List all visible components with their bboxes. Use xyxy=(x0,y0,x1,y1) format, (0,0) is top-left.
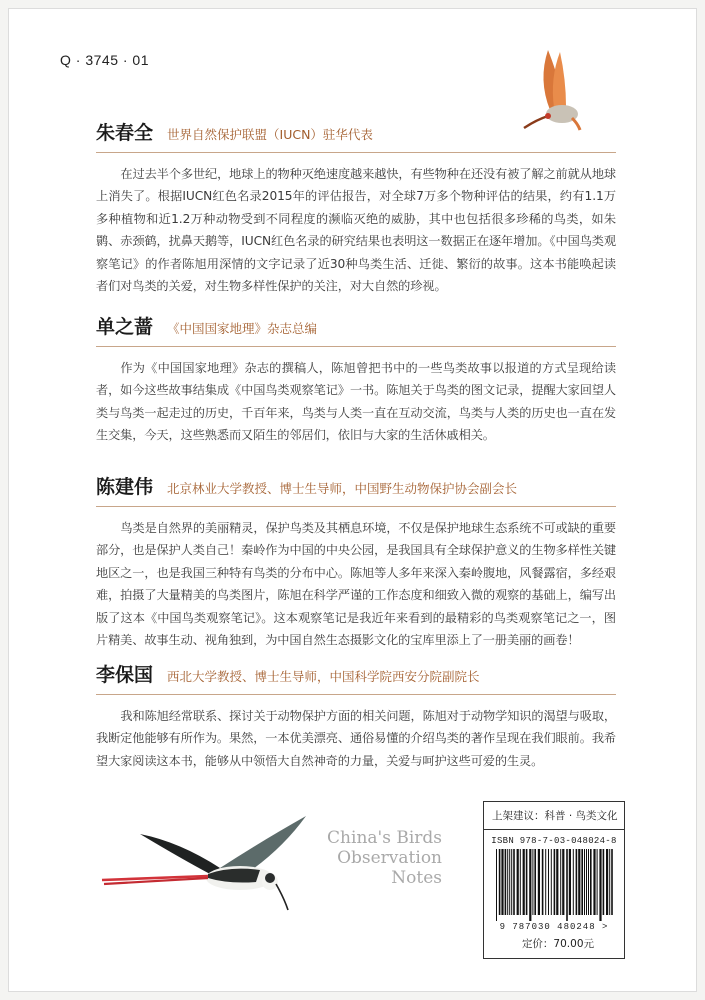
barcode-bar xyxy=(556,849,558,915)
endorser-role: 西北大学教授、博士生导师，中国科学院西安分院副院长 xyxy=(167,669,480,684)
barcode-bar xyxy=(560,849,561,915)
barcode-bar xyxy=(545,849,546,915)
barcode-bar xyxy=(578,849,580,915)
isbn-number: ISBN 978-7-03-048024-8 xyxy=(491,836,617,846)
barcode-bar xyxy=(603,849,605,915)
barcode-bar xyxy=(534,849,536,915)
barcode-bar xyxy=(542,849,544,915)
barcode-bar xyxy=(573,849,574,915)
barcode-bar xyxy=(554,849,556,915)
barcode-bar xyxy=(526,849,528,915)
endorsement-text: 在过去半个多世纪，地球上的物种灭绝速度越来越快，有些物种在还没有被了解之前就从地球上消失了。根据IUCN红色名录2015年的评估报告，对全球7万多个物种评估的结果，约有1.1万多种植物和近1.2万种动物受到不同程度的濒临灭绝的威胁，其中也包括很多珍稀的鸟类，如朱鹮、赤颈鹤，扰鼻天鹅等，IUCN红色名录的研究结果也表明这一数据正在逐年增加。《中国鸟类观察笔记》的作者陈旭用深情的文字记录了近30种鸟类生活、迁徙、繁衍的故事。这本书能唤起读者们对鸟类的关爱，对生物多样性保护的关注，对大自然的珍视。 xyxy=(96,167,616,294)
barcode-bar xyxy=(523,849,525,915)
barcode-bar xyxy=(562,849,564,915)
barcode-bar xyxy=(496,849,497,921)
endorser-name: 陈建伟 xyxy=(96,476,154,498)
endorser-role: 北京林业大学教授、博士生导师，中国野生动物保护协会副会长 xyxy=(167,481,518,496)
barcode-bar xyxy=(532,849,533,915)
barcode-bar xyxy=(611,849,613,915)
barcode-bar xyxy=(586,849,587,915)
barcode-bar xyxy=(566,849,568,921)
english-title xyxy=(318,828,442,888)
barcode-bar xyxy=(548,849,549,915)
barcode-bar xyxy=(569,849,571,915)
barcode-bar xyxy=(590,849,592,915)
barcode-bar xyxy=(507,849,508,915)
endorsement-text: 鸟类是自然界的美丽精灵，保护鸟类及其栖息环境，不仅是保护地球生态系统不可或缺的重要部分，也是保护人类自己！秦岭作为中国的中央公园，是我国具有全球保护意义的生物多样性关键地区之一，也是我国三种特有鸟类的分布中心。陈旭等人多年来深入秦岭腹地，风餐露宿，多经艰难，拍摄了大量精美的鸟类图片，陈旭在科学严谨的工作态度和细致入微的观察的基础上，编写出版了这本《中国鸟类观察笔记》。这本观察笔记是我近年来看到的最精彩的鸟类观察笔记之一，图片精美、故事生动、视角独到，为中国自然生态摄影文化的宝库里添上了一册美丽的画卷！ xyxy=(96,521,616,648)
english-title-line: Notes xyxy=(391,868,442,888)
english-title-line: Observation xyxy=(337,848,442,868)
endorsement-1 xyxy=(96,118,616,297)
barcode-bar xyxy=(606,849,608,915)
barcode-bar xyxy=(597,849,598,915)
barcode xyxy=(494,849,614,921)
endorsement-3 xyxy=(96,472,616,651)
endorser-role: 《中国国家地理》杂志总编 xyxy=(167,321,318,336)
barcode-bar xyxy=(505,849,507,915)
barcode-digits: 9 787030 480248 > xyxy=(499,922,609,932)
barcode-bar xyxy=(499,849,501,915)
barcode-bar xyxy=(529,849,531,921)
barcode-bar xyxy=(584,849,585,915)
barcode-bar xyxy=(588,849,589,915)
endorser-name: 单之蔷 xyxy=(96,316,154,338)
divider xyxy=(96,506,616,507)
barcode-bar xyxy=(599,849,601,921)
price: 定价：70.00元 xyxy=(521,938,594,950)
barcode-bar xyxy=(581,849,583,915)
barcode-bar xyxy=(538,849,540,915)
barcode-bar xyxy=(520,849,521,915)
catalog-code: Q · 3745 · 01 xyxy=(60,52,149,68)
endorsement-text: 作为《中国国家地理》杂志的撰稿人，陈旭曾把书中的一些鸟类故事以报道的方式呈现给读者，如今这些故事结集成《中国鸟类观察笔记》一书。陈旭关于鸟类的图文记录，提醒大家回望人类与鸟类一起走过的历史，千百年来，鸟类与人类一直在互动交流，鸟类与人类的历史也一直在发生交集，今天，这些熟悉而又陌生的邻居们，依旧与大家的生活休戚相关。 xyxy=(96,361,616,443)
barcode-bar xyxy=(501,849,503,915)
barcode-panel xyxy=(483,801,625,959)
stilt-photo xyxy=(100,812,312,914)
endorsement-2 xyxy=(96,312,616,447)
divider xyxy=(96,694,616,695)
divider xyxy=(96,346,616,347)
endorsement-text: 我和陈旭经常联系、探讨关于动物保护方面的相关问题，陈旭对于动物学知识的渴望与吸取，我断定他能够有所作为。果然，一本优美漂亮、通俗易懂的介绍鸟类的著作呈现在我们眼前。我希望大家阅读这本书，能够从中领悟大自然神奇的力量，关爱与呵护这些可爱的生灵。 xyxy=(96,709,616,768)
barcode-bar xyxy=(509,849,510,915)
endorser-name: 朱春全 xyxy=(96,122,154,144)
endorsement-4 xyxy=(96,660,616,772)
barcode-bar xyxy=(576,849,578,915)
divider xyxy=(96,152,616,153)
barcode-bar xyxy=(513,849,515,915)
english-title-line: China's Birds xyxy=(327,828,442,848)
endorser-role: 世界自然保护联盟（IUCN）驻华代表 xyxy=(167,127,373,142)
barcode-bar xyxy=(511,849,512,915)
barcode-bar xyxy=(517,849,519,915)
barcode-bar xyxy=(551,849,552,915)
barcode-bar xyxy=(593,849,595,915)
barcode-bar xyxy=(609,849,610,915)
shelf-suggestion: 上架建议：科普 · 鸟类文化 xyxy=(484,802,624,830)
endorser-name: 李保国 xyxy=(96,664,154,686)
